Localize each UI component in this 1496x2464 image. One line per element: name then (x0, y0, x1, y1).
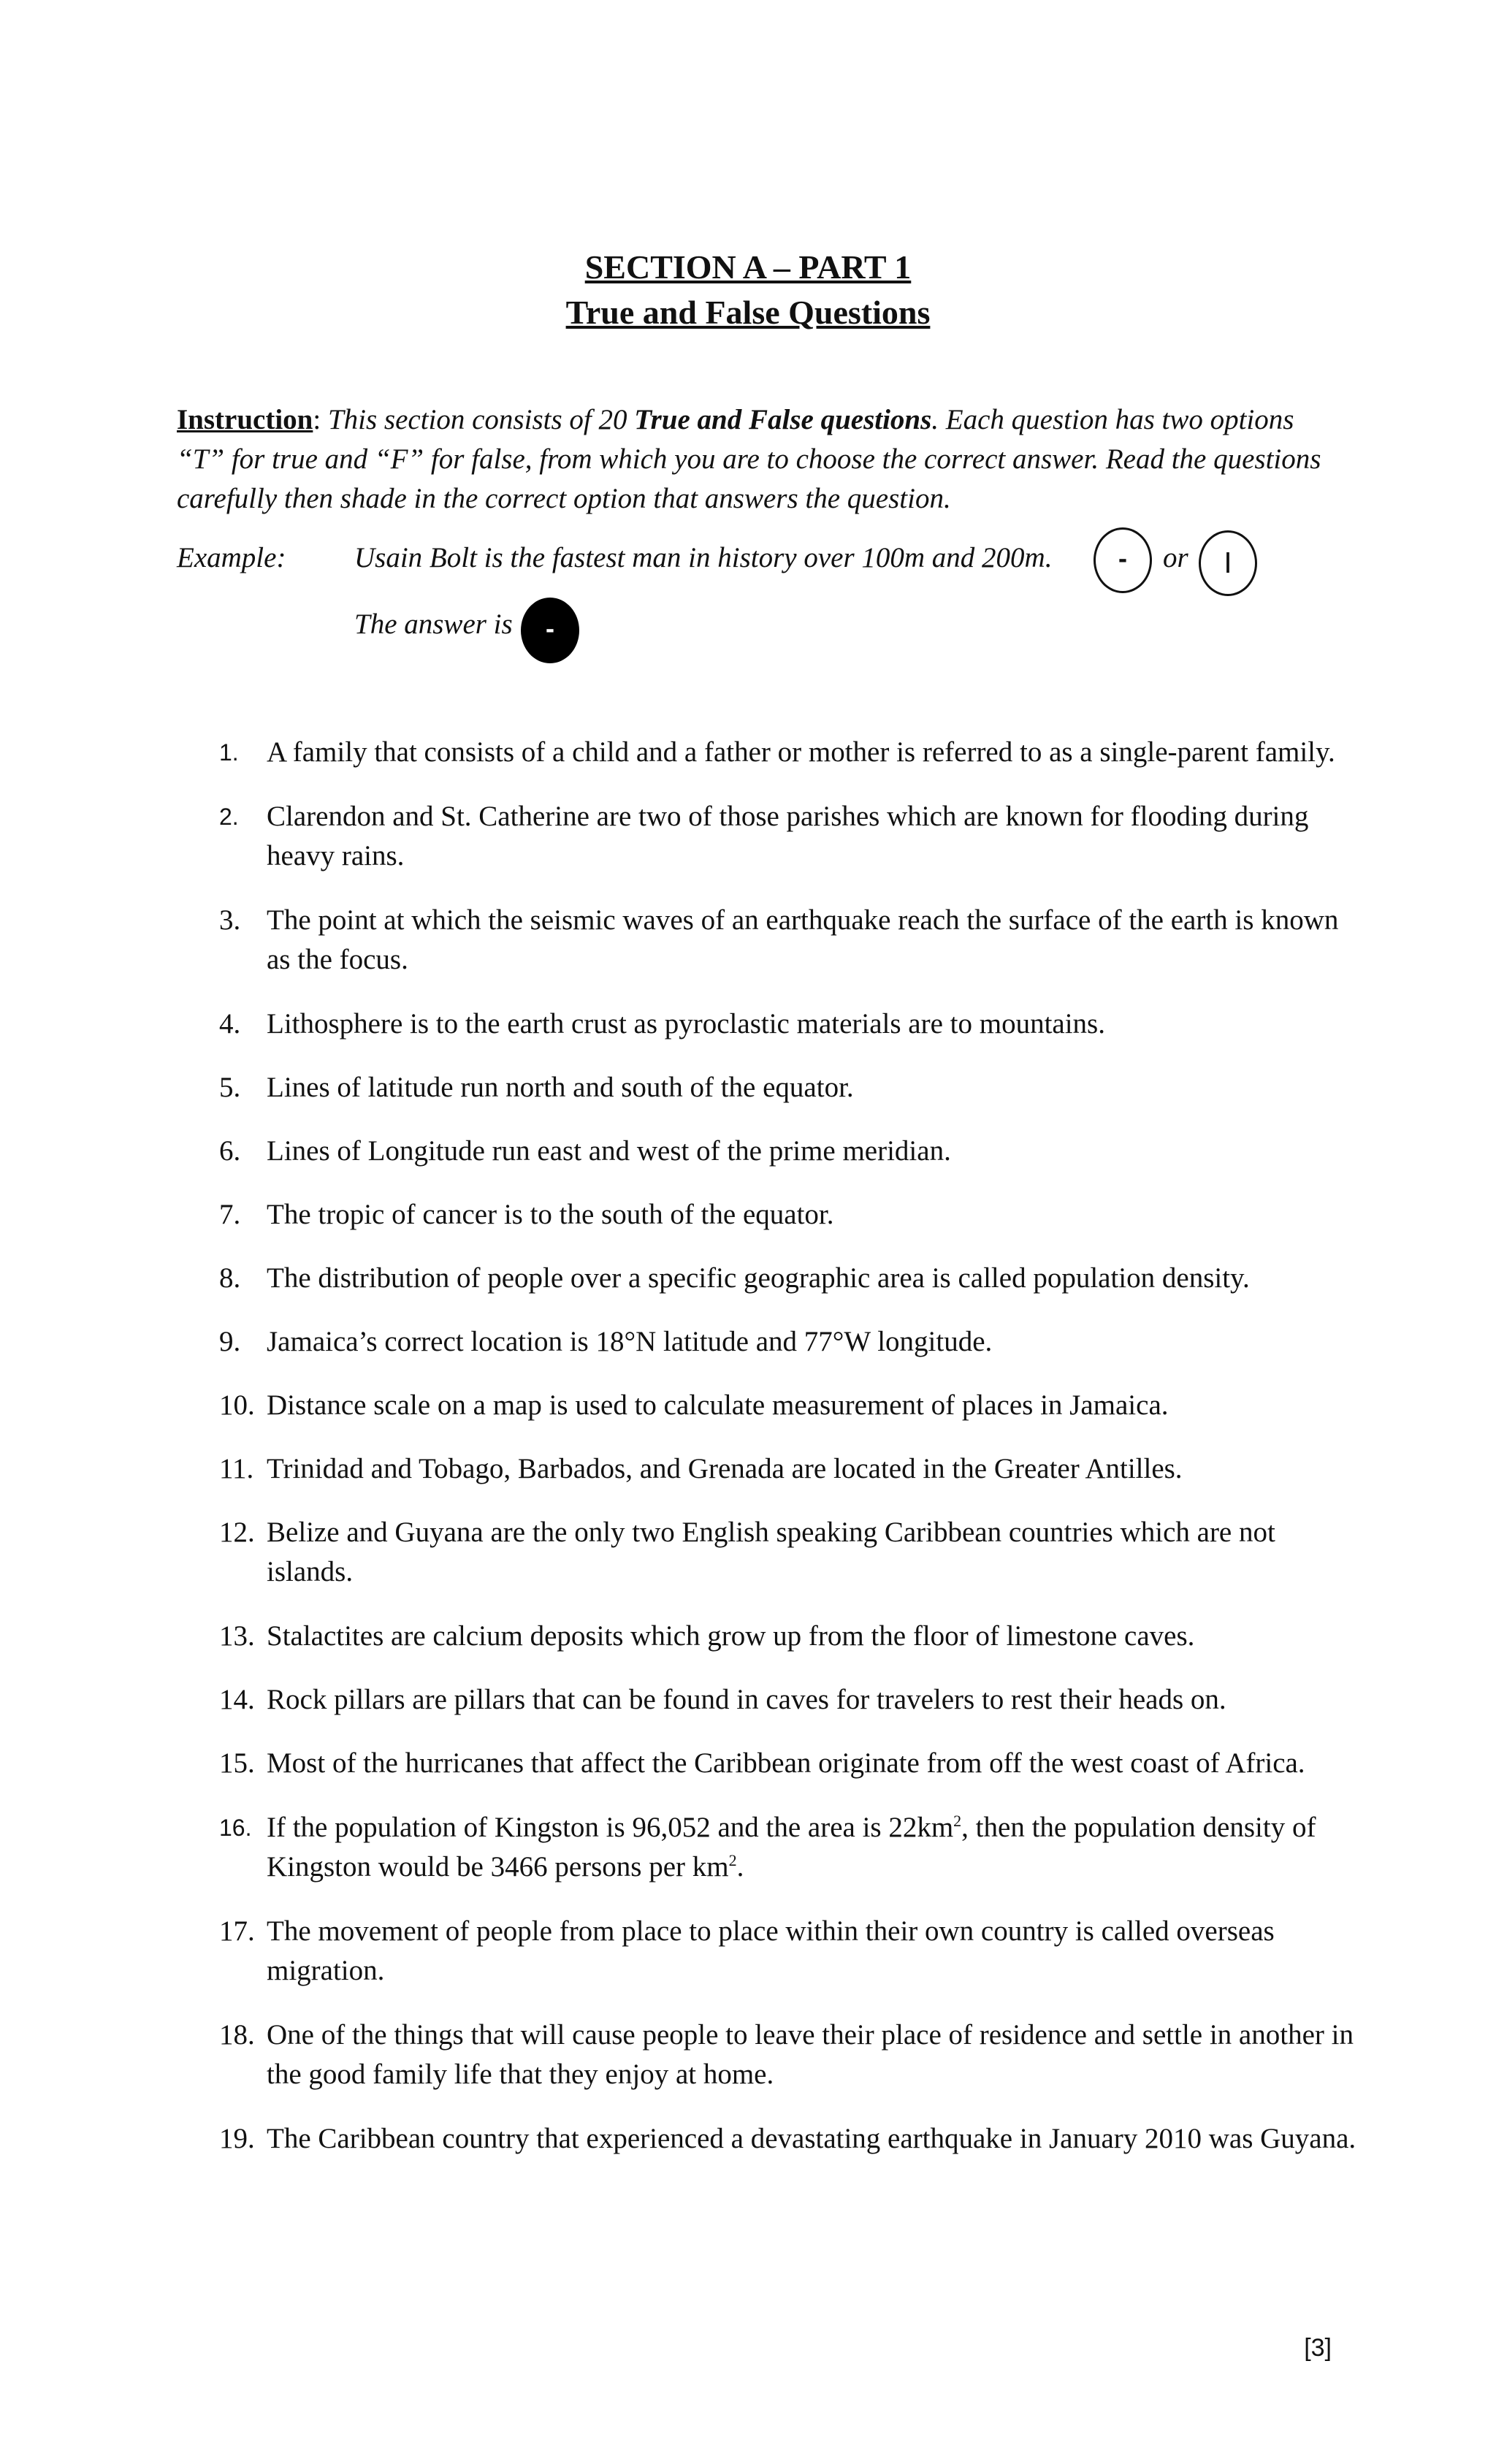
question-item (219, 797, 1359, 876)
question-item (219, 1449, 1359, 1489)
question-text: Jamaica’s correct location is 18°N latitude and 77°W longitude. (267, 1326, 993, 1357)
question-item (219, 1322, 1359, 1362)
question-text-part: If the population of Kingston is 96,052 and the area is 22km (267, 1812, 954, 1843)
question-number: 7. (219, 1199, 241, 1230)
question-item (219, 1912, 1359, 1991)
question-text-part: . (736, 1851, 744, 1883)
question-item (219, 1004, 1359, 1044)
instruction-text-2: . Each question has two options “T” for true and “F” for false, from which you are to choose the correct answer. Read the questions carefully then shade in the correct option that answers the question. (177, 404, 1321, 514)
instruction-paragraph: Instruction: This section consists of 20 True and False questions. Each question has two options “T” for true and “F” for false, from which you are to choose the correct answer. Read the questions carefully then shade in the correct option that answers the question. (177, 404, 1321, 514)
question-text: The tropic of cancer is to the south of the equator. (267, 1199, 834, 1230)
question-text: Distance scale on a map is used to calculate measurement of places in Jamaica. (267, 1389, 1169, 1421)
question-item (219, 1068, 1359, 1107)
superscript: 2 (728, 1851, 737, 1869)
question-number: 11. (219, 1453, 254, 1484)
question-text: Trinidad and Tobago, Barbados, and Grenada are located in the Greater Antilles. (267, 1453, 1183, 1484)
question-text: The point at which the seismic waves of an earthquake reach the surface of the earth is known as the focus. (267, 904, 1339, 975)
example-label: Example: (177, 542, 286, 573)
question-number: 3. (219, 904, 241, 936)
question-number: 4. (219, 1008, 241, 1040)
question-text: A family that consists of a child and a father or mother is referred to as a single-parent family. (267, 736, 1335, 768)
question-number: 12. (219, 1517, 255, 1548)
question-text-part: , then the population density of Kingston would be 3466 persons per km (267, 1812, 1316, 1883)
question-text: The movement of people from place to place within their own country is called overseas migration. (267, 1915, 1275, 1986)
question-number: 14. (219, 1684, 255, 1715)
question-item (219, 1195, 1359, 1235)
question-item (219, 1132, 1359, 1171)
question-item (219, 901, 1359, 980)
question-text: Rock pillars are pillars that can be found in caves for travelers to rest their heads on. (267, 1684, 1226, 1715)
question-text: Clarendon and St. Catherine are two of those parishes which are known for flooding during heavy rains. (267, 801, 1309, 871)
question-number: 10. (219, 1389, 255, 1421)
question-list (219, 733, 1359, 2183)
instruction-label: Instruction (177, 404, 313, 435)
question-number: 9. (219, 1326, 241, 1357)
question-item (219, 1259, 1359, 1298)
instruction-text-1: This section consists of 20 (327, 404, 635, 435)
question-item (219, 1808, 1359, 1887)
question-number: 16. (219, 1815, 252, 1841)
question-text: Belize and Guyana are the only two English speaking Caribbean countries which are not islands. (267, 1517, 1275, 1587)
question-number: 13. (219, 1620, 255, 1652)
question-number: 17. (219, 1915, 255, 1947)
question-text: Lines of latitude run north and south of the equator. (267, 1072, 854, 1103)
question-item (219, 1744, 1359, 1783)
question-number: 6. (219, 1135, 241, 1167)
example-row (177, 538, 1346, 582)
section-subtitle: True and False Questions (565, 294, 931, 331)
instruction-bold-text: True and False questions (634, 404, 932, 435)
example-answer-text: The answer is (354, 609, 513, 640)
question-number: 15. (219, 1747, 255, 1779)
question-item (219, 2015, 1359, 2094)
question-number: 18. (219, 2019, 255, 2051)
question-item (219, 1617, 1359, 1656)
question-item (219, 733, 1359, 772)
example-text: Usain Bolt is the fastest man in history over 100m and 200m. (354, 542, 1053, 573)
question-item (219, 1680, 1359, 1720)
shaded-answer-bubble: - (521, 598, 579, 663)
question-text: Lithosphere is to the earth crust as pyroclastic materials are to mountains. (267, 1008, 1105, 1040)
section-title: SECTION A – PART 1 (584, 248, 912, 286)
question-number: 19. (219, 2123, 255, 2154)
page-number: [3] (1304, 2334, 1332, 2362)
question-text: Most of the hurricanes that affect the Caribbean originate from off the west coast of Africa. (267, 1747, 1305, 1779)
question-text: The distribution of people over a specific geographic area is called population density. (267, 1262, 1250, 1294)
question-number: 2. (219, 804, 239, 830)
false-option-bubble[interactable]: I (1199, 530, 1257, 596)
question-number: 1. (219, 739, 239, 766)
question-item (219, 2119, 1359, 2159)
question-text: The Caribbean country that experienced a devastating earthquake in January 2010 was Guyana. (267, 2123, 1356, 2154)
question-item (219, 1513, 1359, 1592)
true-option-bubble[interactable]: - (1094, 527, 1152, 593)
question-text: One of the things that will cause people to leave their place of residence and settle in another in the good family life that they enjoy at home. (267, 2019, 1354, 2090)
question-number: 8. (219, 1262, 241, 1294)
question-item (219, 1386, 1359, 1425)
example-or: or (1163, 542, 1188, 573)
question-text: Lines of Longitude run east and west of the prime meridian. (267, 1135, 951, 1167)
superscript: 2 (953, 1812, 962, 1830)
question-number: 5. (219, 1072, 241, 1103)
question-text: Stalactites are calcium deposits which grow up from the floor of limestone caves. (267, 1620, 1195, 1652)
